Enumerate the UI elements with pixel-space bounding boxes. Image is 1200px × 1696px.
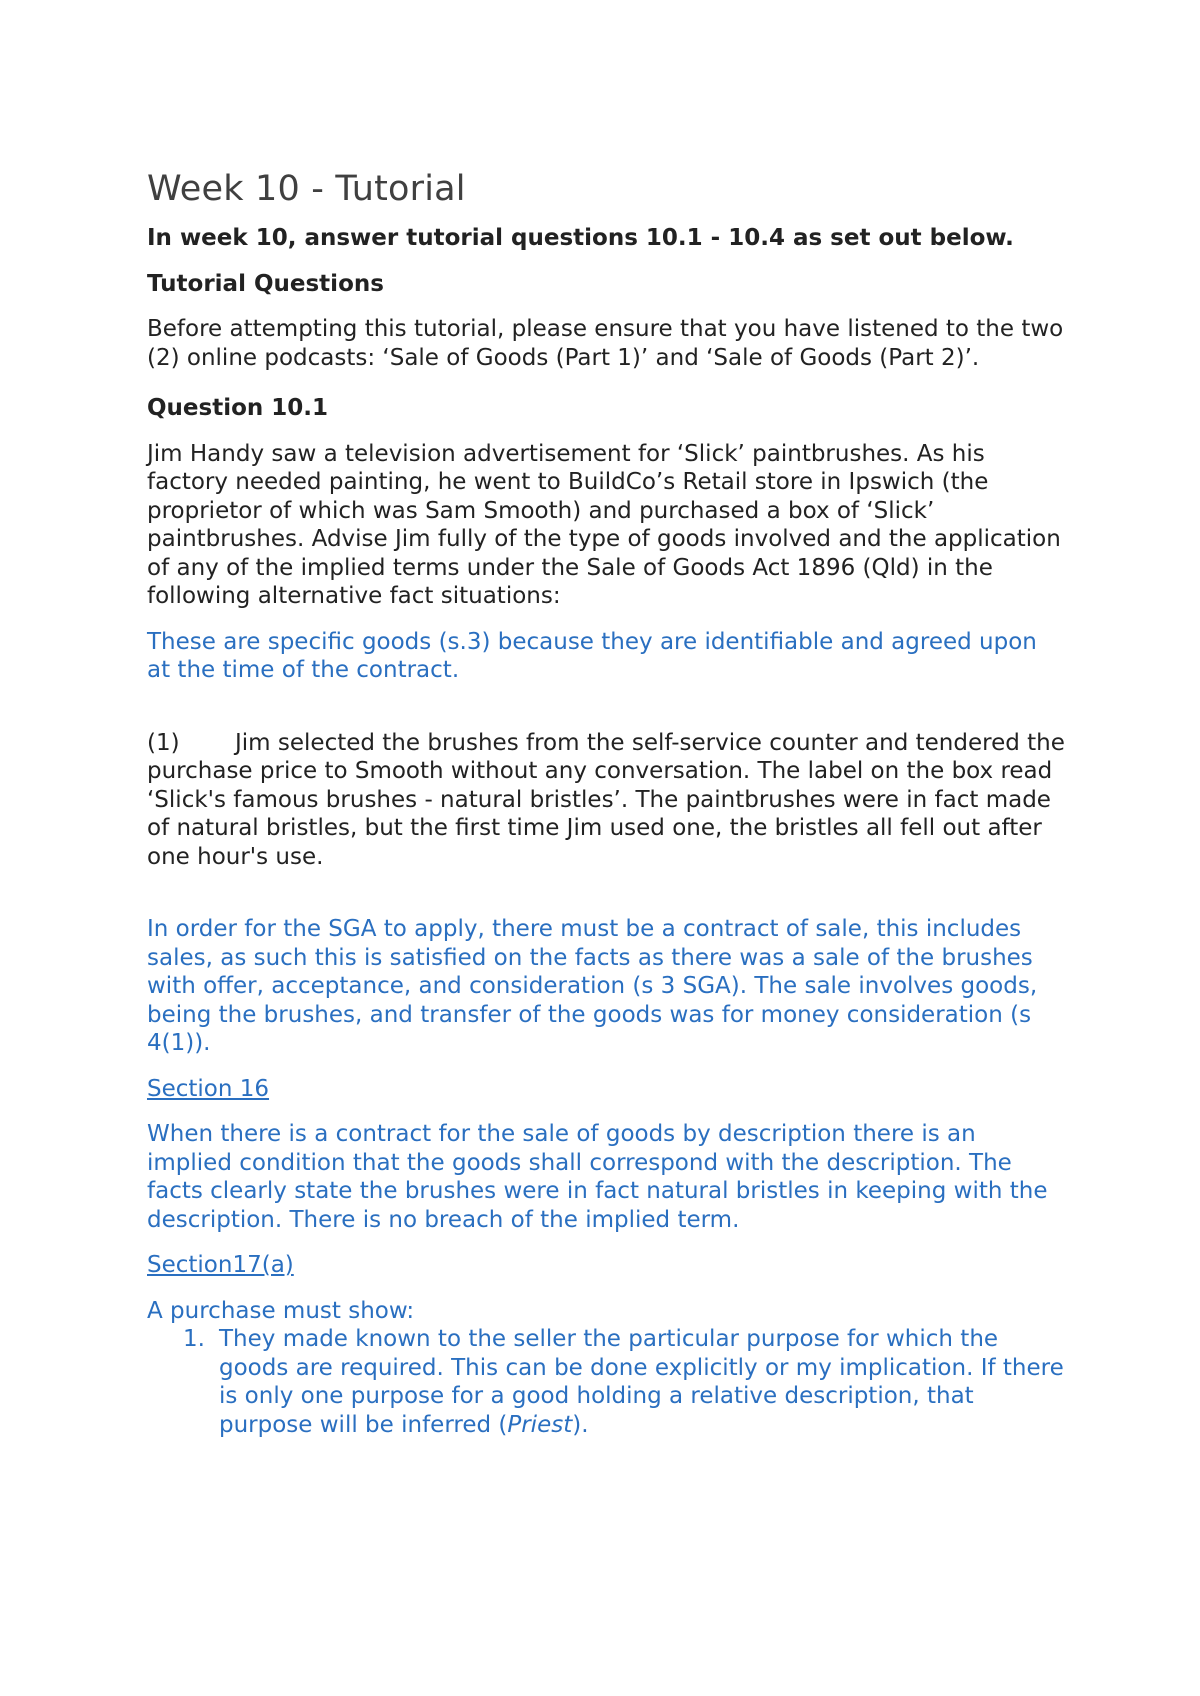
tutorial-questions-heading: Tutorial Questions — [147, 270, 384, 297]
list-item-text-after: ). — [572, 1411, 589, 1438]
list-item-number: 1. — [183, 1326, 205, 1352]
scenario-number: (1) — [147, 729, 180, 756]
scenario-paragraph — [147, 729, 1067, 872]
intro-instruction: In week 10, answer tutorial questions 10.1 - 10.4 as set out below. — [147, 225, 1014, 251]
scenario-text: Jim selected the brushes from the self-service counter and tendered the purchase price to Smooth without any conversation. The label on the box read ‘Slick's famous brushes - natural bristles’. The paintbrushes were in fact made of natural bristles, but the first time Jim used one, the bristles all fell out after one hour's use. — [147, 729, 1065, 870]
tutorial-questions-text: Before attempting this tutorial, please ensure that you have listened to the two (2) online podcasts: ‘Sale of Goods (Part 1)’ and ‘Sale of Goods (Part 2)’. — [147, 316, 1064, 371]
answer-sga: In order for the SGA to apply, there must be a contract of sale, this includes sales, as such this is satisfied on the facts as there was a sale of the brushes with offer, acceptance, and consideration (s 3 SGA). The sale involves goods, being the brushes, and transfer of the goods was for money consideration (s 4(1)). — [147, 916, 1038, 1056]
section-17a-heading: Section17(a) — [147, 1252, 294, 1278]
answer-specific-goods: These are specific goods (s.3) because they are identifiable and agreed upon at the time of the contract. — [147, 628, 1037, 683]
section-16-text: When there is a contract for the sale of goods by description there is an implied condition that the goods shall correspond with the description. The facts clearly state the brushes were in fact natural bristles in keeping with the description. There is no breach of the implied term. — [147, 1121, 1048, 1233]
requirements-list — [147, 1325, 1067, 1439]
section-16-heading: Section 16 — [147, 1075, 270, 1102]
section-17a-intro: A purchase must show: — [147, 1297, 415, 1324]
case-name: Priest — [507, 1411, 573, 1438]
list-item — [147, 1325, 1067, 1439]
list-item-text-before: They made known to the seller the particular purpose for which the goods are required. This can be done explicitly or my implication. If there is only one purpose for a good holding a relative description, that purpose will be inferred ( — [219, 1326, 1064, 1438]
question-text: Jim Handy saw a television advertisement for ‘Slick’ paintbrushes. As his factory needed painting, he went to BuildCo’s Retail store in Ipswich (the proprietor of which was Sam Smooth) and purchased a box of ‘Slick’ paintbrushes. Advise Jim fully of the type of goods involved and the application of any of the implied terms under the Sale of Goods Act 1896 (Qld) in the following alternative fact situations: — [147, 440, 1061, 609]
document-page — [147, 168, 1067, 1439]
question-heading: Question 10.1 — [147, 395, 329, 421]
page-title: Week 10 - Tutorial — [147, 169, 466, 209]
